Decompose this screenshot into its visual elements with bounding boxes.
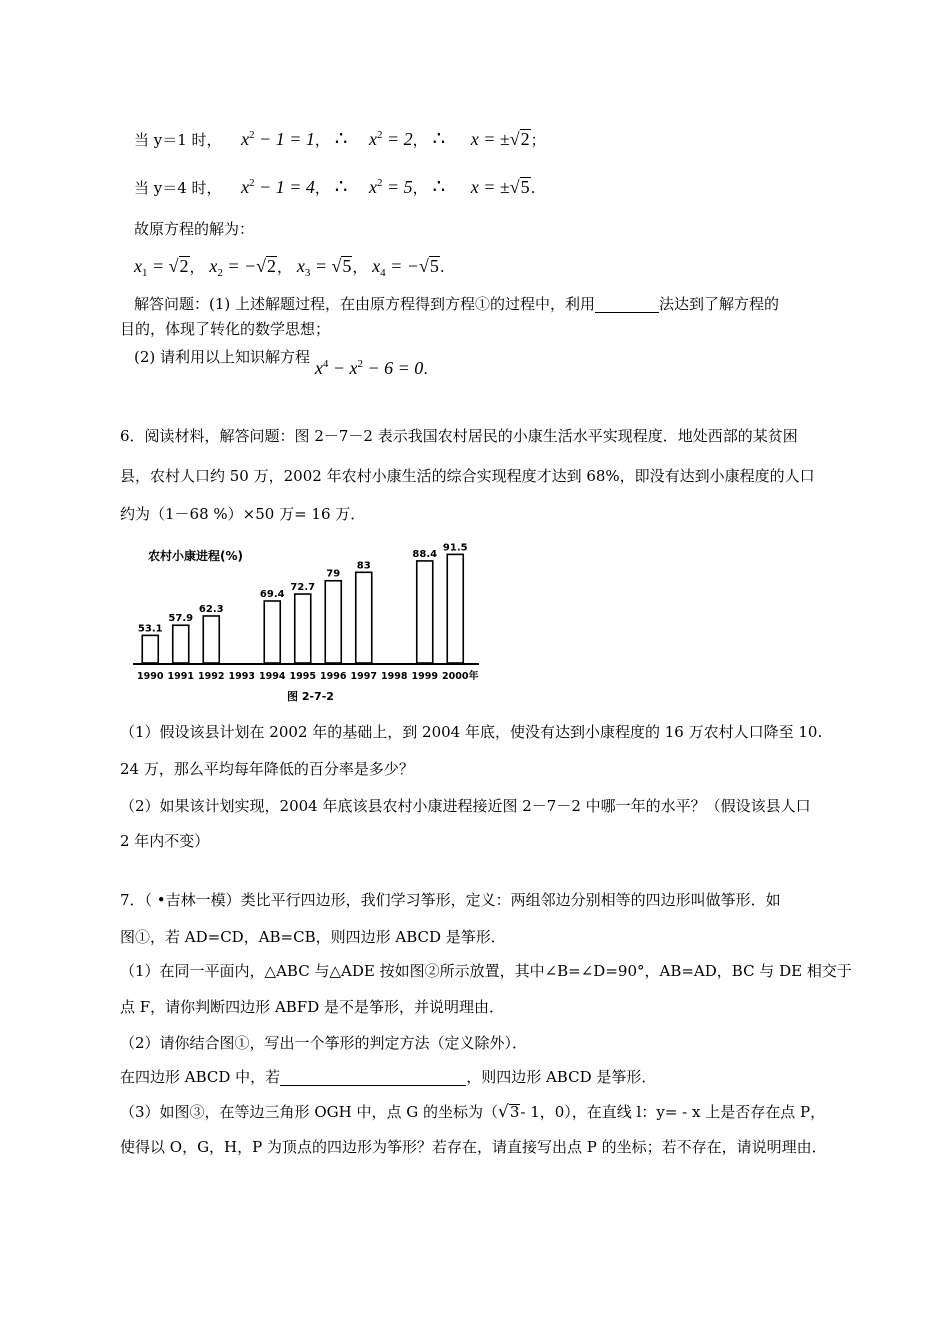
bar-value-label: 79 bbox=[326, 568, 341, 580]
bar-1996 bbox=[325, 581, 341, 663]
x-tick-label: 1992 bbox=[198, 671, 225, 682]
bar-value-label: 62.3 bbox=[198, 603, 224, 615]
bar-1999 bbox=[417, 561, 433, 663]
question-1-line: 解答问题：(1) 上述解题过程，在由原方程得到方程①的过程中，利用 法达到了解方程的 bbox=[134, 295, 780, 313]
equation: $x^2 - 1 = 4$ bbox=[241, 177, 315, 197]
problem-6-para-3: 约为（1－68 %）×50 万= 16 万． bbox=[120, 505, 366, 523]
bar-1994 bbox=[264, 601, 280, 663]
case-label: 当 y＝1 时， bbox=[134, 131, 222, 149]
therefore-icon: ∴ bbox=[334, 174, 348, 198]
bar-value-label: 83 bbox=[356, 560, 371, 572]
bar-1990 bbox=[142, 635, 158, 663]
solution: $x_3 = √5$ bbox=[296, 256, 352, 279]
x-tick-label: 1999 bbox=[411, 671, 438, 682]
chart-title: 农村小康进程(%) bbox=[148, 549, 243, 563]
therefore-icon: ∴ bbox=[432, 174, 446, 198]
x-tick-label: 1995 bbox=[289, 671, 316, 682]
therefore-icon: ∴ bbox=[334, 126, 348, 150]
bar-1991 bbox=[173, 625, 189, 663]
equation: $x^2 - 1 = 1$ bbox=[241, 129, 315, 149]
solution: $x_1 = √2$ bbox=[134, 256, 189, 279]
problem-7-q3-a: （3）如图③，在等边三角形 OGH 中，点 G 的坐标为（√3- 1，0），在直线 l：y= - x 上是否存在点 P， bbox=[120, 1102, 826, 1122]
problem-7-q3-b: 使得以 O，G，H，P 为顶点的四边形为筝形？若存在，请直接写出点 P 的坐标；若不存在，请说明理由． bbox=[120, 1138, 827, 1156]
bar-chart bbox=[125, 537, 485, 707]
problem-6-para-1: 6．阅读材料，解答问题：图 2－7－2 表示我国农村居民的小康生活水平实现程度．地处西部的某贫困 bbox=[120, 427, 798, 445]
problem-6-q1-b: 24 万，那么平均每年降低的百分率是多少？ bbox=[120, 760, 414, 778]
chart-bars bbox=[137, 542, 478, 682]
answer-blank[interactable] bbox=[595, 297, 659, 313]
conclusion-text: 故原方程的解为： bbox=[134, 220, 255, 238]
bar-value-label: 91.5 bbox=[442, 542, 468, 554]
bar-2000 bbox=[447, 554, 463, 663]
therefore-icon: ∴ bbox=[432, 126, 446, 150]
bar-value-label: 88.4 bbox=[412, 548, 438, 560]
case-y4-line: 当 y＝4 时， $x^2 - 1 = 4$， ∴ $x^2 = 5$， ∴ x = ±√5. bbox=[134, 174, 536, 198]
bar-value-label: 53.1 bbox=[137, 623, 163, 635]
bar-1997 bbox=[356, 572, 372, 663]
x-tick-label: 1996 bbox=[320, 671, 347, 682]
x-tick-label: 1998 bbox=[381, 671, 408, 682]
equation: x = ±√2 bbox=[470, 129, 530, 149]
x-tick-label: 1993 bbox=[228, 671, 255, 682]
equation: x = ±√5 bbox=[470, 177, 530, 197]
problem-7-para-2: 图①，若 AD=CD，AB=CB，则四边形 ABCD 是筝形． bbox=[120, 928, 506, 946]
problem-7-q2-fill: 在四边形 ABCD 中，若 ，则四边形 ABCD 是筝形． bbox=[120, 1068, 657, 1086]
bar-value-label: 72.7 bbox=[290, 582, 316, 594]
x-tick-label: 1990 bbox=[137, 671, 164, 682]
x-tick-label: 1997 bbox=[350, 671, 377, 682]
bar-1992 bbox=[203, 616, 219, 663]
problem-7-q1-b: 点 F，请你判断四边形 ABFD 是不是筝形，并说明理由． bbox=[120, 998, 505, 1016]
question-1-cont: 目的，体现了转化的数学思想； bbox=[120, 320, 331, 338]
problem-7-q2: （2）请你结合图①，写出一个筝形的判定方法（定义除外）． bbox=[120, 1034, 528, 1052]
problem-7-para-1: 7．（ •吉林一模）类比平行四边形，我们学习筝形，定义：两组邻边分别相等的四边形叫做筝形．如 bbox=[120, 891, 781, 909]
solution: $x_2 = -√2$ bbox=[209, 256, 277, 279]
bar-value-label: 69.4 bbox=[259, 588, 285, 600]
case-y1-line: 当 y＝1 时， $x^2 - 1 = 1$， ∴ $x^2 = 2$， ∴ x = ±√2； bbox=[134, 126, 546, 150]
solution: $x_4 = -√5$ bbox=[372, 256, 439, 279]
equation: $x^4 - x^2 - 6 = 0$ bbox=[314, 358, 424, 378]
problem-7-q1-a: （1）在同一平面内，△ABC 与△ADE 按如图②所示放置，其中∠B=∠D=90°，AB=AD，BC 与 DE 相交于 bbox=[120, 962, 852, 980]
question-2-line: (2) 请利用以上知识解方程 $x^4 - x^2 - 6 = 0$. bbox=[134, 348, 429, 378]
x-tick-label: 1994 bbox=[259, 671, 286, 682]
x-tick-label: 2000 bbox=[442, 671, 469, 682]
equation: $x^2 = 5$ bbox=[369, 177, 413, 197]
answer-blank[interactable] bbox=[280, 1070, 466, 1086]
x-tick-label: 1991 bbox=[167, 671, 194, 682]
bar-1995 bbox=[295, 594, 311, 663]
case-label: 当 y＝4 时， bbox=[134, 179, 222, 197]
problem-6-q2-a: （2）如果该计划实现，2004 年底该县农村小康进程接近图 2－7－2 中哪一年的水平？（假设该县人口 bbox=[120, 797, 811, 815]
x-unit-label: 年 bbox=[468, 671, 479, 682]
chart-caption: 图 2-7-2 bbox=[287, 690, 334, 703]
problem-6-para-2: 县，农村人口约 50 万，2002 年农村小康生活的综合实现程度才达到 68%，即没有达到小康程度的人口 bbox=[120, 467, 815, 485]
bar-value-label: 57.9 bbox=[168, 613, 194, 625]
equation: $x^2 = 2$ bbox=[369, 129, 413, 149]
problem-6-q1-a: （1）假设该县计划在 2002 年的基础上，到 2004 年底，使没有达到小康程度的 16 万农村人口降至 10. bbox=[120, 723, 823, 741]
problem-6-q2-b: 2 年内不变） bbox=[120, 832, 210, 850]
solutions-line: $x_1 = √2$， $x_2 = -√2$， $x_3 = √5$， $x_4 = -√5$. bbox=[134, 256, 445, 279]
